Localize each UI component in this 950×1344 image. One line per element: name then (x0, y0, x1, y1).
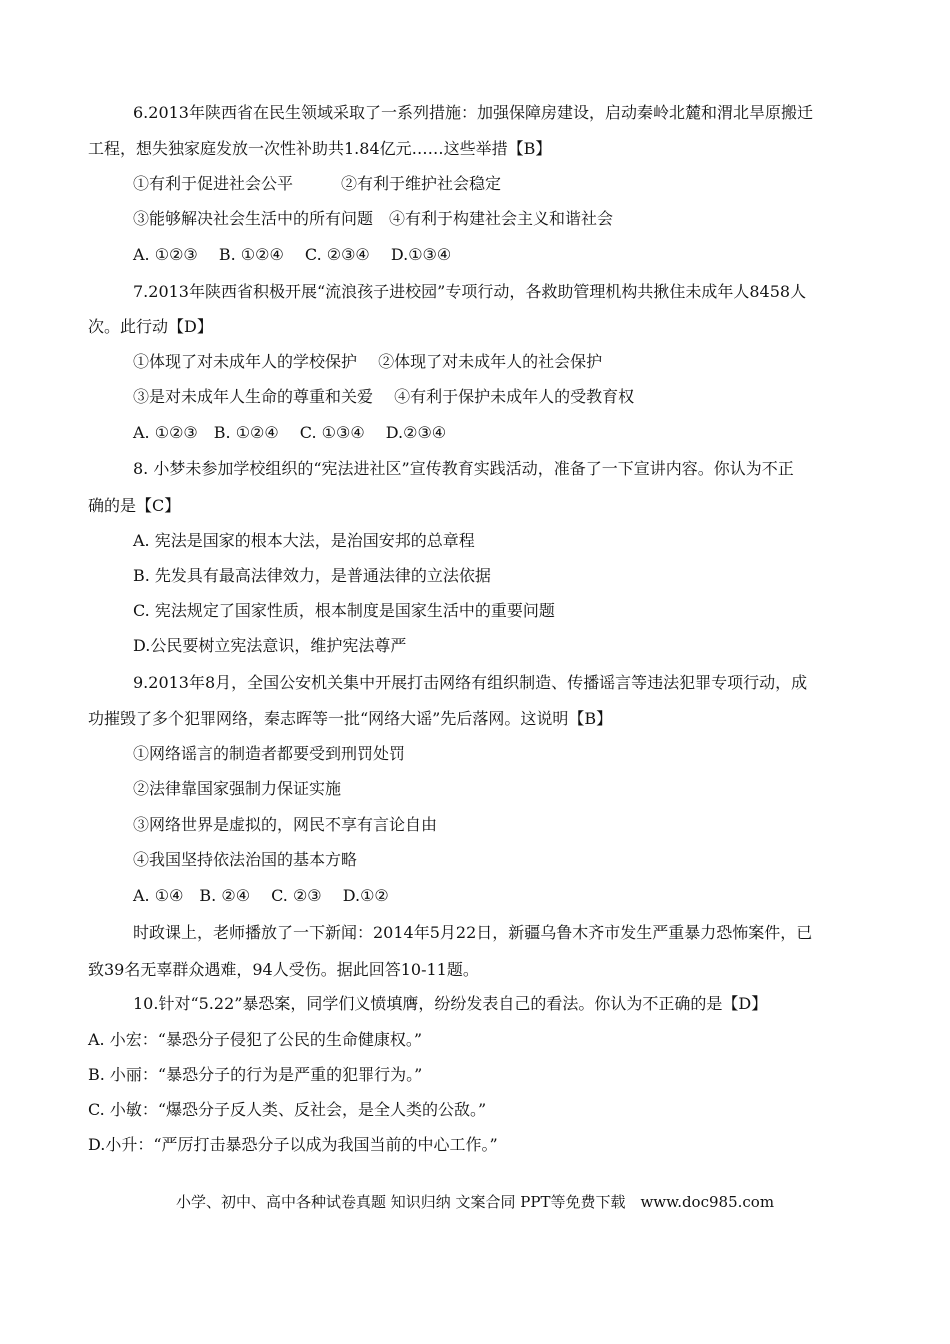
q7-stem-line1: 7.2013年陕西省积极开展“流浪孩子进校园”专项行动，各救助管理机构共揪住未成年人8458人 (133, 282, 807, 301)
q9-option-4: ④我国坚持依法治国的基本方略 (133, 850, 358, 869)
q6-stem-line2: 工程，想失独家庭发放一次性补助共1.84亿元……这些举措【B】 (88, 139, 552, 158)
q6-choices: A. ①②③ B. ①②④ C. ②③④ D.①③④ (133, 245, 452, 264)
q9-option-2: ②法律靠国家强制力保证实施 (133, 779, 342, 798)
q7-stem-line2: 次。此行动【D】 (88, 317, 213, 336)
page-footer: 小学、初中、高中各种试卷真题 知识归纳 文案合同 PPT等免费下载 www.doc985.com (175, 1193, 775, 1211)
q6-stem-line1: 6.2013年陕西省在民生领域采取了一系列措施：加强保障房建设，启动秦岭北麓和渭北旱原搬迁 (133, 103, 813, 122)
q6-option-line2: ③能够解决社会生活中的所有问题 ④有利于构建社会主义和谐社会 (133, 209, 614, 228)
q10-stem: 10.针对“5.22”暴恐案，同学们义愤填膺，纷纷发表自己的看法。你认为不正确的是【D】 (133, 994, 768, 1013)
q7-option-line2: ③是对未成年人生命的尊重和关爱 ④有利于保护未成年人的受教育权 (133, 387, 635, 406)
q8-option-b: B. 先发具有最高法律效力，是普通法律的立法依据 (133, 566, 491, 585)
q8-stem-line2: 确的是【C】 (88, 496, 181, 515)
intro-line1: 时政课上，老师播放了一下新闻：2014年5月22日，新疆乌鲁木齐市发生严重暴力恐怖案件，已 (133, 923, 813, 942)
q7-choices: A. ①②③ B. ①②④ C. ①③④ D.②③④ (133, 423, 447, 442)
q8-option-c: C. 宪法规定了国家性质，根本制度是国家生活中的重要问题 (133, 601, 555, 620)
q7-option-line1: ①体现了对未成年人的学校保护 ②体现了对未成年人的社会保护 (133, 352, 603, 371)
q9-choices: A. ①④ B. ②④ C. ②③ D.①② (133, 886, 389, 905)
q10-option-b: B. 小丽：“暴恐分子的行为是严重的犯罪行为。” (88, 1065, 423, 1084)
intro-line2: 致39名无辜群众遇难，94人受伤。据此回答10-11题。 (88, 960, 479, 979)
q9-stem-line1: 9.2013年8月，全国公安机关集中开展打击网络有组织制造、传播谣言等违法犯罪专项行动，成 (133, 673, 808, 692)
q10-option-a: A. 小宏：“暴恐分子侵犯了公民的生命健康权。” (88, 1030, 423, 1049)
q10-option-c: C. 小敏：“爆恐分子反人类、反社会，是全人类的公敌。” (88, 1100, 487, 1119)
q9-stem-line2: 功摧毁了多个犯罪网络，秦志晖等一批“网络大谣”先后落网。这说明【B】 (88, 709, 613, 728)
q9-option-1: ①网络谣言的制造者都要受到刑罚处罚 (133, 744, 406, 763)
q9-option-3: ③网络世界是虚拟的，网民不享有言论自由 (133, 815, 438, 834)
q6-option-line1: ①有利于促进社会公平 ②有利于维护社会稳定 (133, 174, 502, 193)
q8-option-a: A. 宪法是国家的根本大法，是治国安邦的总章程 (133, 531, 475, 550)
q10-option-d: D.小升：“严厉打击暴恐分子以成为我国当前的中心工作。” (88, 1135, 498, 1154)
q8-stem-line1: 8. 小梦未参加学校组织的“宪法进社区”宣传教育实践活动，准备了一下宣讲内容。你认为不正 (133, 459, 794, 478)
q8-option-d: D.公民要树立宪法意识，维护宪法尊严 (133, 636, 407, 655)
